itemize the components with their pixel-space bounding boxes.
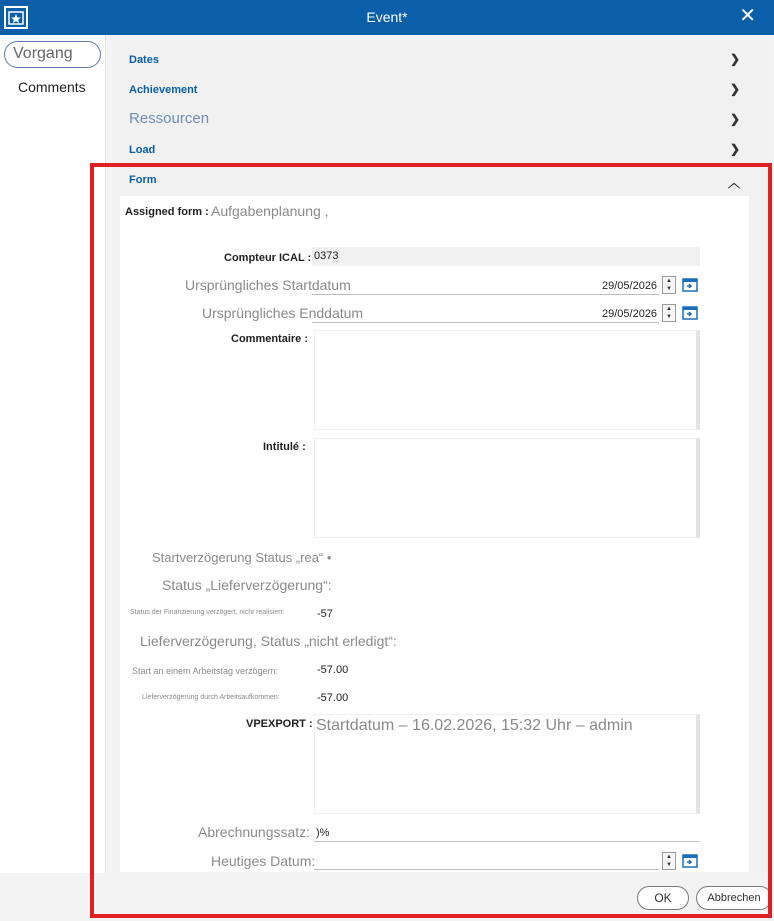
heutiges-field[interactable] [314,850,659,870]
left-nav [0,35,106,873]
chevron-down-icon[interactable]: ❯ [729,112,740,126]
section-dates[interactable] [112,43,768,72]
section-label: Form [129,174,157,186]
intitule-textarea[interactable] [314,438,700,538]
heutiges-spinner[interactable]: ▲ ▼ [662,852,676,870]
arbeitsauf-label: Lieferverzögerung durch Arbeitsaufkommen: [142,694,280,701]
bottom-bar [0,873,774,921]
heutiges-label: Heutiges Datum: [211,853,316,869]
calendar-icon[interactable] [682,276,698,292]
assigned-form-value[interactable]: Aufgabenplanung , [211,203,329,219]
compteur-field: 0373 [312,247,700,266]
section-ressourcen[interactable] [112,103,768,132]
section-load[interactable] [112,133,768,162]
arbeitstag-label: Start an einem Arbeitstag verzögern: [132,666,279,676]
ok-button[interactable]: OK [637,886,689,910]
orig-start-value[interactable]: 29/05/2026 [602,280,658,292]
arbeitstag-value: -57.00 [317,664,349,676]
chevron-down-icon[interactable]: ❯ [729,52,740,66]
window-title: Event* [366,9,408,25]
nav-item-vorgang[interactable]: Vorgang [4,41,101,68]
intitule-label: Intitulé : [263,441,306,453]
orig-start-label: Ursprüngliches Startdatum [185,277,351,293]
section-label: Dates [129,54,159,66]
arbeitsauf-value: -57.00 [317,692,349,704]
finanz-value: -57 [317,608,333,620]
assigned-form-label: Assigned form : [125,206,209,218]
orig-end-label: Ursprüngliches Enddatum [202,305,364,321]
form-panel [120,196,749,872]
calendar-icon[interactable] [682,852,698,868]
close-icon[interactable]: ✕ [739,5,756,27]
orig-start-spinner[interactable]: ▲ ▼ [662,276,676,294]
nav-item-comments[interactable]: Comments [18,79,86,95]
commentaire-label: Commentaire : [231,333,309,345]
section-label: Load [129,144,156,156]
abrechnung-value[interactable]: )% [316,827,330,839]
chevron-down-icon[interactable]: ❯ [729,82,740,96]
section-label: Ressourcen [129,110,210,127]
compteur-label: Compteur ICAL : [224,252,312,264]
vpexport-label: VPEXPORT : [246,718,313,730]
section-form[interactable] [112,163,768,192]
chevron-down-icon[interactable]: ❯ [729,142,740,156]
section-achievement[interactable] [112,73,768,102]
vpexport-value: Startdatum – 16.02.2026, 15:32 Uhr – admin [316,717,633,734]
chevron-up-icon[interactable]: ︿ [727,176,740,190]
orig-end-spinner[interactable]: ▲ ▼ [662,304,676,322]
liefer-nicht-label: Lieferverzögerung, Status „nicht erledigt“: [140,633,397,649]
main-content [112,41,768,872]
abrechnung-label: Abrechnungssatz: [198,824,311,840]
finanz-label: Status der Finanzierung verzögert, nicht realisiert: [130,609,285,616]
calendar-icon[interactable] [682,304,698,320]
startverz-label: Startverzögerung Status „rea“ • [152,550,332,565]
cancel-button[interactable]: Abbrechen [696,886,772,910]
orig-end-value[interactable]: 29/05/2026 [602,308,658,320]
commentaire-textarea[interactable] [314,330,700,430]
title-bar [0,0,774,35]
vpexport-textarea[interactable] [314,714,700,814]
section-label: Achievement [129,84,198,96]
lieferverz-label: Status „Lieferverzögerung“: [162,577,332,593]
abrechnung-field[interactable] [314,822,700,842]
